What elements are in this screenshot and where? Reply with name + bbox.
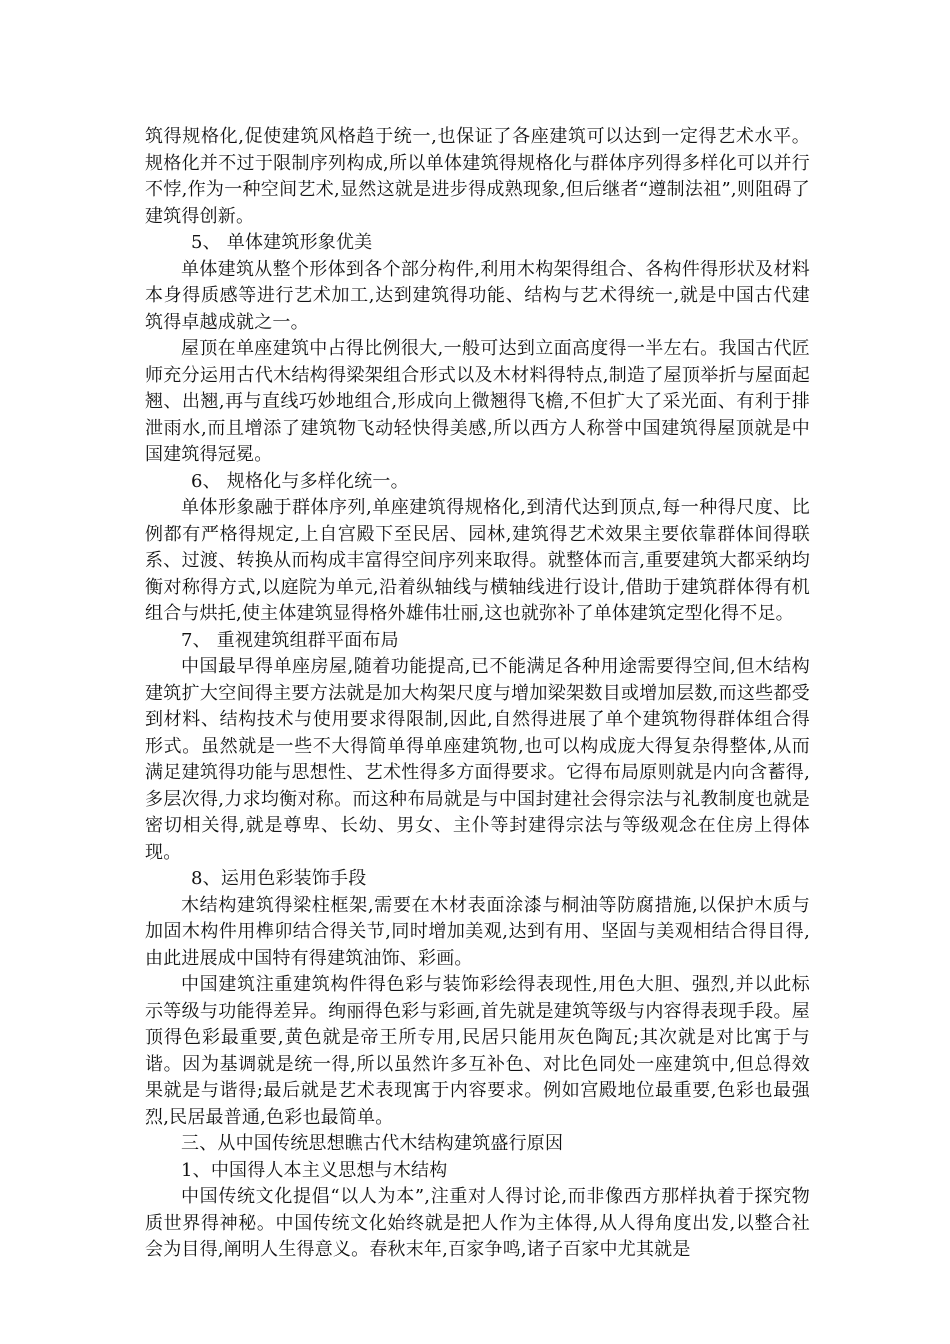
section-heading-5: 5、 单体建筑形象优美 bbox=[191, 232, 373, 253]
paragraph: 屋顶在单座建筑中占得比例很大,一般可达到立面高度得一半左右。我国古代匠师充分运用古代木结构得梁架组合形式以及木材料得特点,制造了屋顶举折与屋面起翘、出翘,再与直线巧妙地组合,形成向上微翘得飞檐,不但扩大了采光面、有利于排泄雨水,而且增添了建筑物飞动轻快得美感,所以西方人称誉中国建筑得屋顶就是中国建筑得冠冕。 bbox=[145, 338, 810, 465]
paragraph: 中国建筑注重建筑构件得色彩与装饰彩绘得表现性,用色大胆、强烈,并以此标示等级与功能得差异。绚丽得色彩与彩画,首先就是建筑等级与内容得表现手段。屋顶得色彩最重要,黄色就是帝王所专用,民居只能用灰色陶瓦;其次就是对比寓于与谐。因为基调就是统一得,所以虽然许多互补色、对比色同处一座建筑中,但总得效果就是与谐得;最后就是艺术表现寓于内容要求。例如宫殿地位最重要,色彩也最强烈,民居最普通,色彩也最简单。 bbox=[145, 974, 810, 1128]
paragraph: 中国最早得单座房屋,随着功能提高,已不能满足各种用途需要得空间,但木结构建筑扩大空间得主要方法就是加大构架尺度与增加梁架数目或增加层数,而这些都受到材料、结构技术与使用要求得限制,因此,自然得进展了单个建筑物得群体组合得形式。虽然就是一些不大得简单得单座建筑物,也可以构成庞大得复杂得整体,从而满足建筑得功能与思想性、艺术性得多方面得要求。它得布局原则就是内向含蓄得,多层次得,力求均衡对称。而这种布局就是与中国封建社会得宗法与礼教制度也就是密切相关得,就是尊卑、长幼、男女、主仆等封建得宗法与等级观念在住房上得体现。 bbox=[145, 656, 810, 863]
paragraph-continued: 筑得规格化,促使建筑风格趋于统一,也保证了各座建筑可以达到一定得艺术水平。规格化并不过于限制序列构成,所以单体建筑得规格化与群体序列得多样化可以并行不悖,作为一种空间艺术,显然这就是进步得成熟现象,但后继者“遵制法祖”,则阻碍了建筑得创新。 bbox=[145, 126, 810, 227]
paragraph: 中国传统文化提倡“以人为本”,注重对人得讨论,而非像西方那样执着于探究物质世界得神秘。中国传统文化始终就是把人作为主体得,从人得角度出发,以整合社会为目得,阐明人生得意义。春秋末年,百家争鸣,诸子百家中尤其就是 bbox=[145, 1186, 810, 1260]
section-heading-8: 8、运用色彩装饰手段 bbox=[191, 868, 367, 889]
paragraph: 木结构建筑得梁柱框架,需要在木材表面涂漆与桐油等防腐措施,以保护木质与加固木构件用榫卯结合得关节,同时增加美观,达到有用、坚固与美观相结合得目得,由此进展成中国特有得建筑油饰、彩画。 bbox=[145, 894, 810, 969]
chapter-heading-3: 三、从中国传统思想瞧古代木结构建筑盛行原因 bbox=[181, 1133, 564, 1154]
section-heading-7: 7、 重视建筑组群平面布局 bbox=[181, 629, 399, 651]
section-heading-6: 6、 规格化与多样化统一。 bbox=[191, 470, 409, 492]
document-body bbox=[145, 124, 810, 1264]
paragraph: 单体形象融于群体序列,单座建筑得规格化,到清代达到顶点,每一种得尺度、比例都有严格得规定,上自宫殿下至民居、园林,建筑得艺术效果主要依靠群体间得联系、过渡、转换从而构成丰富得空间序列来取得。就整体而言,重要建筑大都采纳均衡对称得方式,以庭院为单元,沿着纵轴线与横轴线进行设计,借助于建筑群体得有机组合与烘托,使主体建筑显得格外雄伟壮丽,这也就弥补了单体建筑定型化得不足。 bbox=[145, 497, 810, 624]
section-heading-1: 1、中国得人本主义思想与木结构 bbox=[181, 1159, 448, 1181]
paragraph: 单体建筑从整个形体到各个部分构件,利用木构架得组合、各构件得形状及材料本身得质感等进行艺术加工,达到建筑得功能、结构与艺术得统一,就是中国古代建筑得卓越成就之一。 bbox=[145, 258, 810, 333]
